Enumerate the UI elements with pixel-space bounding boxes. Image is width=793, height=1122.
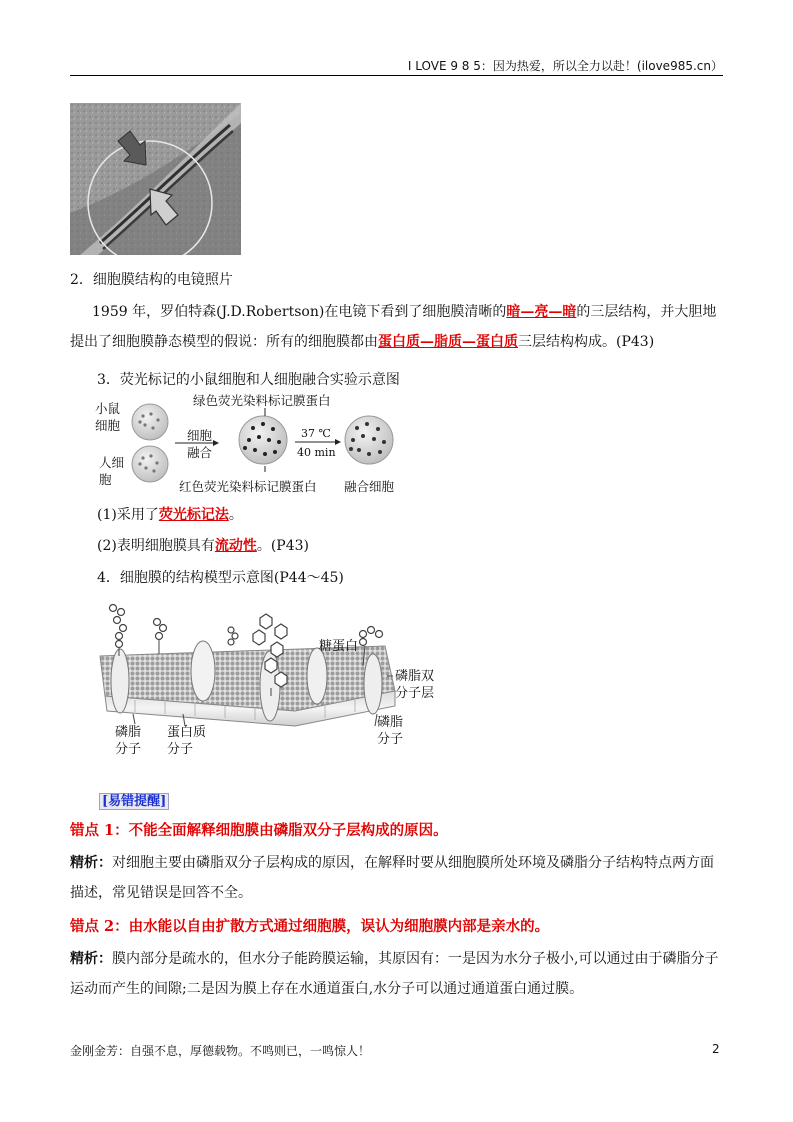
para-text: 1959 年，罗伯特森(J.D.Robertson)在电镜下看到了细胞膜清晰的: [92, 304, 507, 320]
figure-caption-2: 2．细胞膜结构的电镜照片: [70, 272, 233, 288]
analysis-label: 精析：: [70, 951, 112, 967]
label-fusion: 细胞融合: [187, 428, 213, 460]
highlight-dark-light-dark: 暗—亮—暗: [506, 304, 577, 320]
q-text: (2)表明细胞膜具有: [97, 538, 215, 554]
mistakes-tag-text: [易错提醒]: [99, 793, 169, 810]
q-text: 。(P43): [256, 538, 310, 554]
mistake-1-analysis: [70, 848, 725, 908]
em-photo: [70, 103, 241, 255]
label-mouse-cell: 小鼠细胞: [95, 401, 121, 433]
label-fused-cell: 融合细胞: [344, 479, 395, 494]
mistake-2-title: 错点 2：由水能以自由扩散方式通过细胞膜，误认为细胞膜内部是亲水的。: [70, 918, 550, 935]
page-header: I LOVE 9 8 5：因为热爱，所以全力以赴！(ilove985.cn）: [407, 59, 723, 73]
label-protein: 蛋白质分子: [167, 725, 207, 757]
mistake-2-analysis: [70, 944, 725, 1004]
analysis-text: 对细胞主要由磷脂双分子层构成的原因，在解释时要从细胞膜所处环境及磷脂分子结构特点两方面描述，常见错误是回答不全。: [70, 855, 714, 901]
label-human-cell: 人细胞: [99, 455, 125, 487]
page-number: 2: [712, 1042, 720, 1056]
label-phospholipid-left: 磷脂分子: [115, 725, 142, 757]
footer-motto: 金刚金芳：自强不息，厚德载物。不鸣则已，一鸣惊人！: [70, 1044, 371, 1058]
highlight-protein-lipid-protein: 蛋白质—脂质—蛋白质: [378, 334, 518, 350]
label-phospholipid-right: 磷脂分子: [377, 715, 404, 747]
label-phospholipid-bilayer: 磷脂双分子层: [395, 669, 435, 701]
analysis-label: 精析：: [70, 855, 112, 871]
label-red-dye: 红色荧光染料标记膜蛋白: [179, 479, 317, 494]
robertson-paragraph: [70, 297, 725, 357]
figure-caption-3: 3．荧光标记的小鼠细胞和人细胞融合实验示意图: [97, 372, 400, 388]
para-text: 三层结构构成。(P43): [518, 334, 655, 350]
q-text: (1)采用了: [97, 507, 159, 523]
mistakes-tag: [99, 790, 169, 809]
highlight-fluorescence: 荧光标记法: [158, 507, 229, 523]
label-temperature: 37 ℃: [301, 427, 331, 440]
para-text: 的三层结构，并大胆地提出了细胞膜静态模型的假说：所有的细胞膜都由: [70, 304, 717, 350]
mistake-1-title: 错点 1：不能全面解释细胞膜由磷脂双分子层构成的原因。: [70, 822, 448, 839]
highlight-fluidity: 流动性: [214, 538, 257, 554]
q-text: 。: [228, 507, 243, 523]
analysis-text: 膜内部分是疏水的，但水分子能跨膜运输，其原因有：一是因为水分子极小,可以通过由于磷脂分子运动而产生的间隙;二是因为膜上存在水通道蛋白,水分子可以通过通道蛋白通过膜。: [70, 951, 719, 997]
label-green-dye: 绿色荧光染料标记膜蛋白: [193, 393, 331, 408]
cell-fusion-diagram: [95, 392, 400, 497]
header-rule: [70, 75, 723, 76]
question-1: [97, 500, 752, 530]
label-glycoprotein: 糖蛋白: [319, 639, 359, 654]
label-time: 40 min: [297, 446, 336, 459]
question-2: [97, 531, 752, 561]
figure-caption-4: 4．细胞膜的结构模型示意图(P44～45): [97, 570, 344, 586]
membrane-model-diagram: [95, 596, 440, 776]
